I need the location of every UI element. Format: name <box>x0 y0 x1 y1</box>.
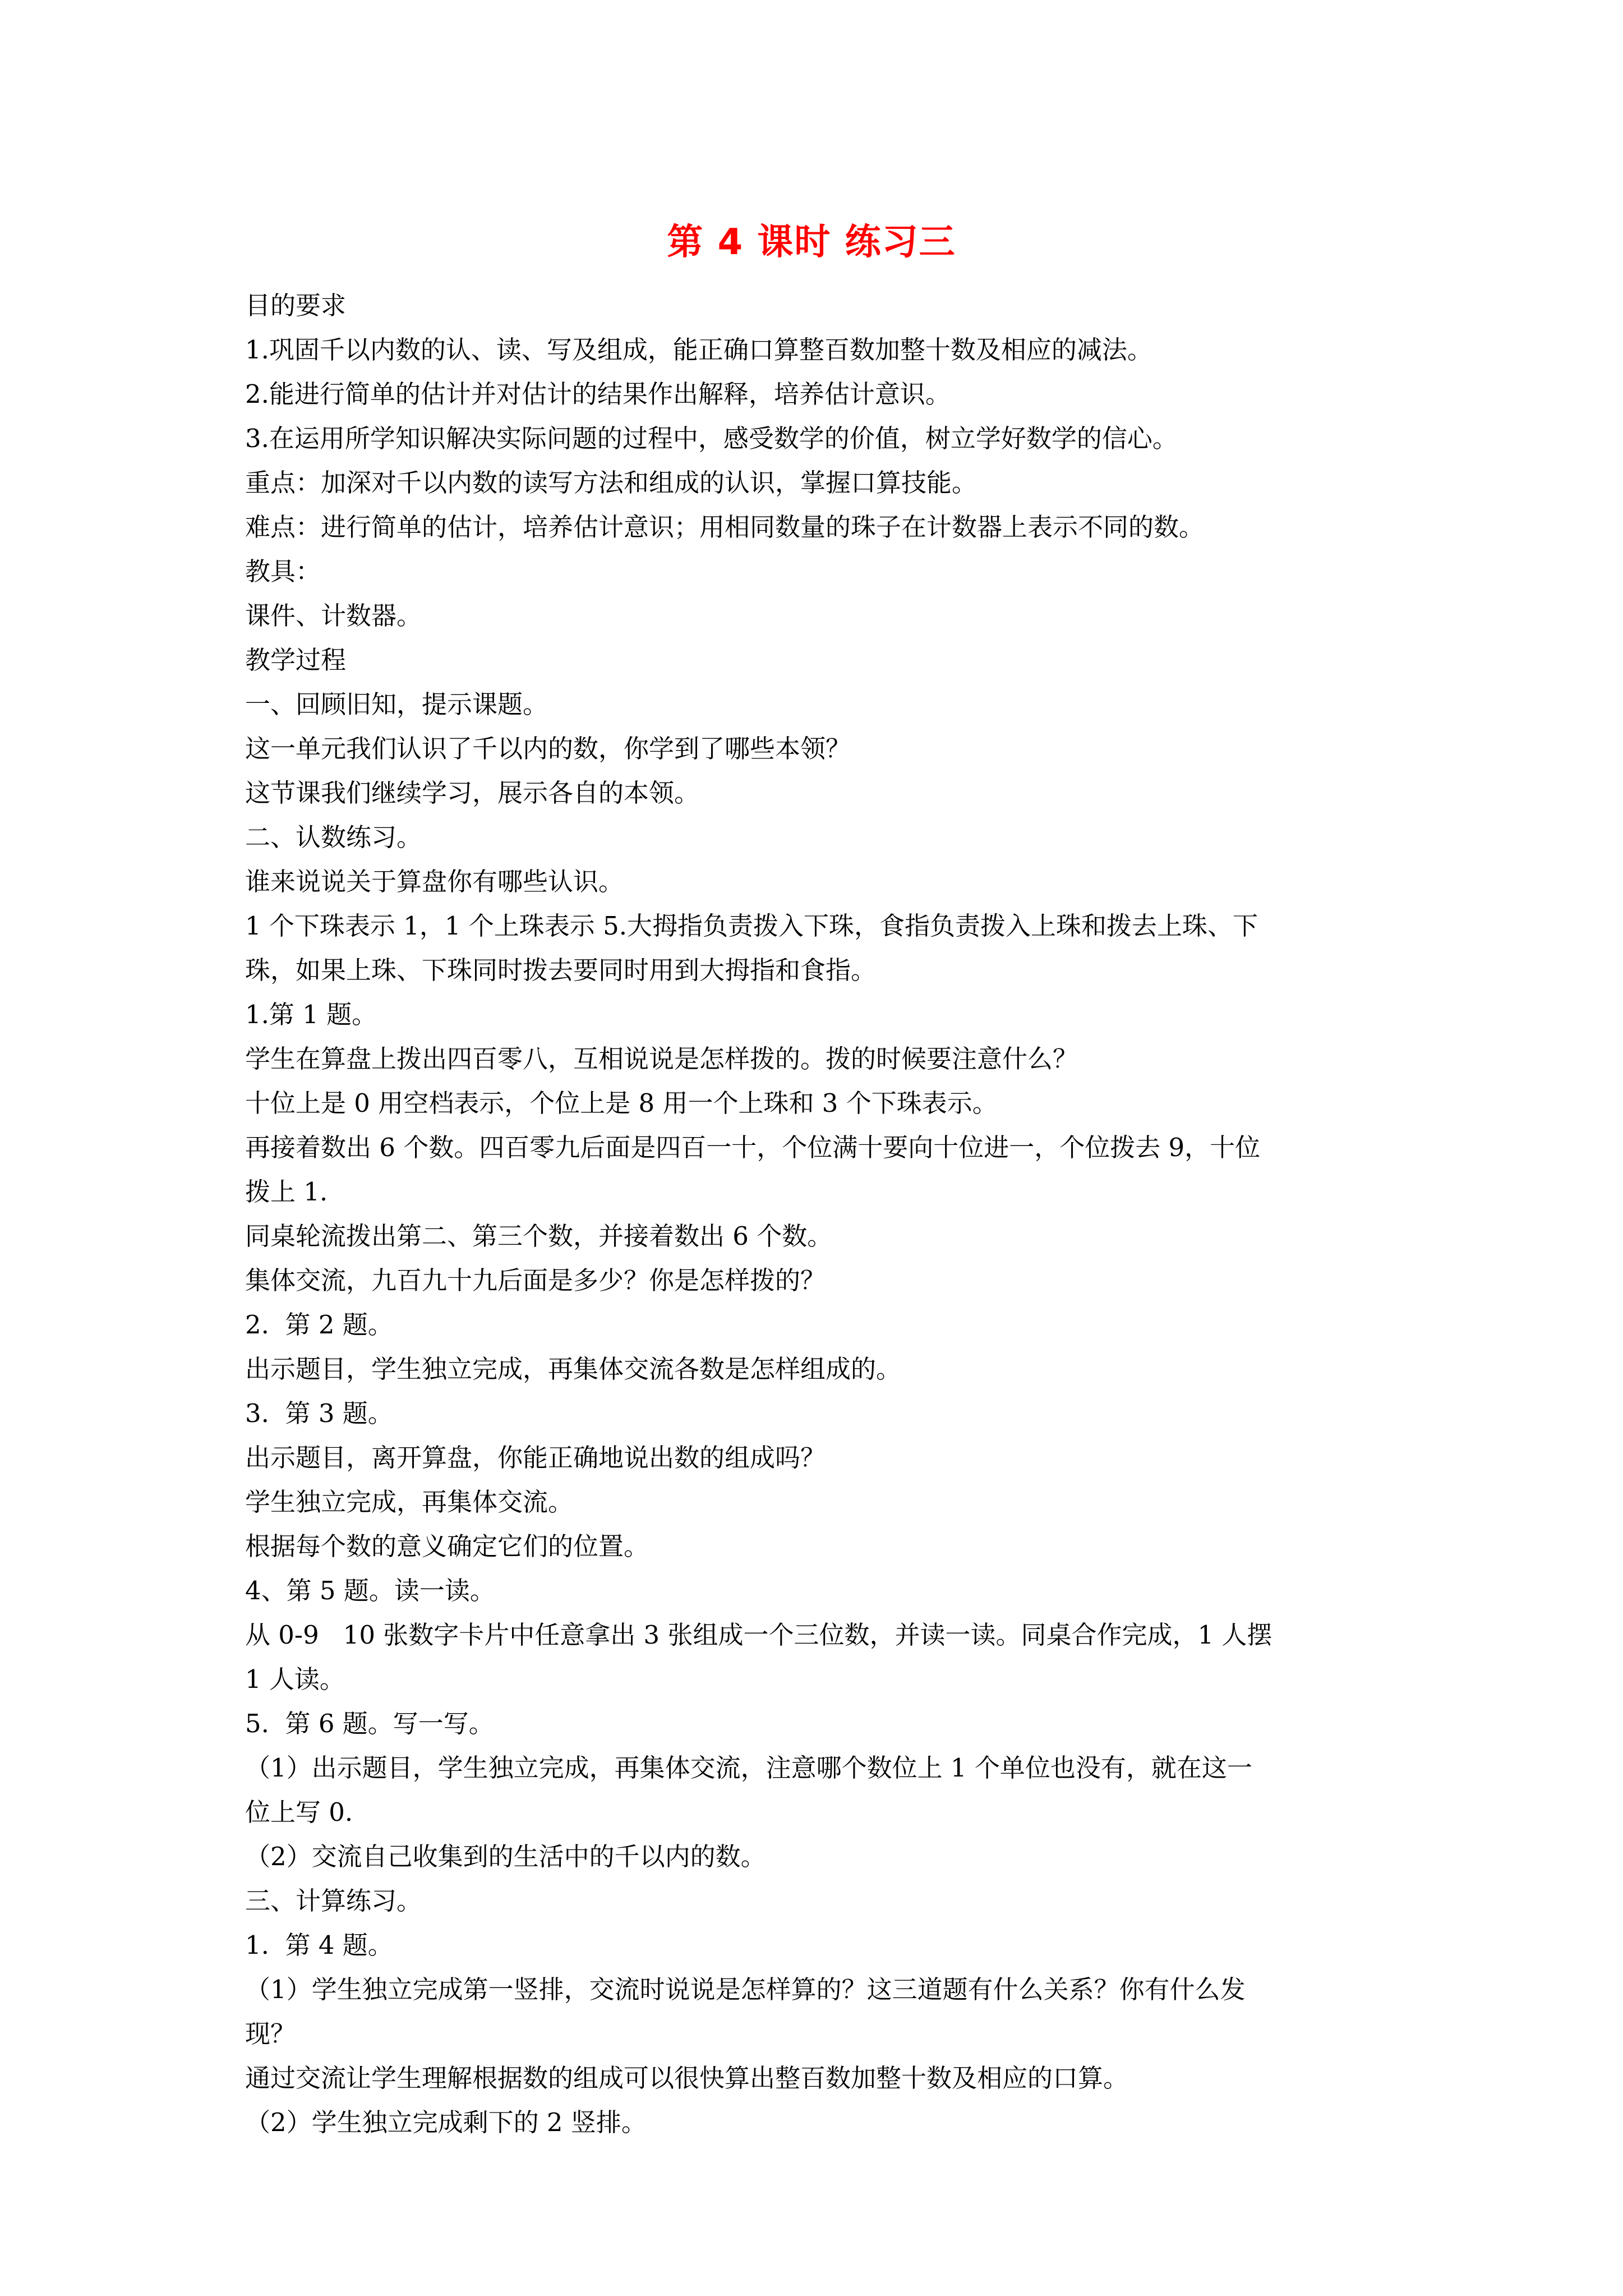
text-line: 再接着数出 6 个数。四百零九后面是四百一十，个位满十要向十位进一，个位拨去 9，十位 <box>245 1133 1261 1162</box>
text-line: 出示题目，学生独立完成，再集体交流各数是怎样组成的。 <box>245 1354 902 1384</box>
lesson-title: 第 4 课时 练习三 <box>667 222 956 263</box>
text-line: 2. 第 2 题。 <box>245 1310 393 1340</box>
text-line: （2）学生独立完成剩下的 2 竖排。 <box>245 2108 647 2137</box>
text-line: 通过交流让学生理解根据数的组成可以很快算出整百数加整十数及相应的口算。 <box>245 2063 1129 2093</box>
text-line: 同桌轮流拨出第二、第三个数，并接着数出 6 个数。 <box>245 1221 833 1251</box>
text-line: （1）出示题目，学生独立完成，再集体交流，注意哪个数位上 1 个单位也没有，就在这一 <box>245 1753 1252 1783</box>
text-line: 2.能进行简单的估计并对估计的结果作出解释，培养估计意识。 <box>245 379 951 409</box>
text-line: 从 0-9 10 张数字卡片中任意拿出 3 张组成一个三位数，并读一读。同桌合作完成，1 人摆 <box>245 1620 1272 1650</box>
text-line: 目的要求 <box>245 291 347 320</box>
text-line: 现？ <box>245 2019 296 2049</box>
text-line: 难点：进行简单的估计，培养估计意识；用相同数量的珠子在计数器上表示不同的数。 <box>245 512 1205 542</box>
text-line: （1）学生独立完成第一竖排，交流时说说是怎样算的？这三道题有什么关系？你有什么发 <box>245 1975 1246 2004</box>
text-line: 1 个下珠表示 1，1 个上珠表示 5.大拇指负责拨入下珠，食指负责拨入上珠和拨去上珠、下 <box>245 911 1258 941</box>
text-line: 重点：加深对千以内数的读写方法和组成的认识，掌握口算技能。 <box>245 468 978 498</box>
lesson-body <box>245 283 1387 2145</box>
text-line: 集体交流，九百九十九后面是多少？你是怎样拨的？ <box>245 1266 826 1295</box>
text-line: 谁来说说关于算盘你有哪些认识。 <box>245 867 624 896</box>
text-line: 教学过程 <box>245 645 347 675</box>
text-line: （2）交流自己收集到的生活中的千以内的数。 <box>245 1842 766 1871</box>
text-line: 位上写 0. <box>245 1797 353 1827</box>
text-line: 二、认数练习。 <box>245 822 422 852</box>
text-line: 这一单元我们认识了千以内的数，你学到了哪些本领？ <box>245 734 851 763</box>
text-line: 3.在运用所学知识解决实际问题的过程中，感受数学的价值，树立学好数学的信心。 <box>245 424 1178 453</box>
text-line: 1.第 1 题。 <box>245 1000 377 1029</box>
text-line: 学生在算盘上拨出四百零八，互相说说是怎样拨的。拨的时候要注意什么？ <box>245 1044 1078 1074</box>
text-line: 三、计算练习。 <box>245 1886 422 1916</box>
text-line: 3. 第 3 题。 <box>245 1398 393 1428</box>
text-line: 这节课我们继续学习，展示各自的本领。 <box>245 778 700 808</box>
text-line: 十位上是 0 用空档表示，个位上是 8 用一个上珠和 3 个下珠表示。 <box>245 1088 998 1118</box>
text-line: 珠，如果上珠、下珠同时拨去要同时用到大拇指和食指。 <box>245 955 877 985</box>
text-line: 1. 第 4 题。 <box>245 1930 393 1960</box>
text-line: 根据每个数的意义确定它们的位置。 <box>245 1531 649 1561</box>
text-line: 课件、计数器。 <box>245 601 422 631</box>
text-line: 4、第 5 题。读一读。 <box>245 1576 495 1605</box>
text-line: 出示题目，离开算盘，你能正确地说出数的组成吗？ <box>245 1443 826 1473</box>
text-line: 拨上 1. <box>245 1177 328 1207</box>
text-line: 学生独立完成，再集体交流。 <box>245 1487 574 1517</box>
text-line: 5. 第 6 题。写一写。 <box>245 1709 494 1738</box>
text-line: 一、回顾旧知，提示课题。 <box>245 689 548 719</box>
text-line: 1.巩固千以内数的认、读、写及组成，能正确口算整百数加整十数及相应的减法。 <box>245 335 1152 365</box>
text-line: 教具： <box>245 556 321 586</box>
text-line: 1 人读。 <box>245 1664 345 1694</box>
